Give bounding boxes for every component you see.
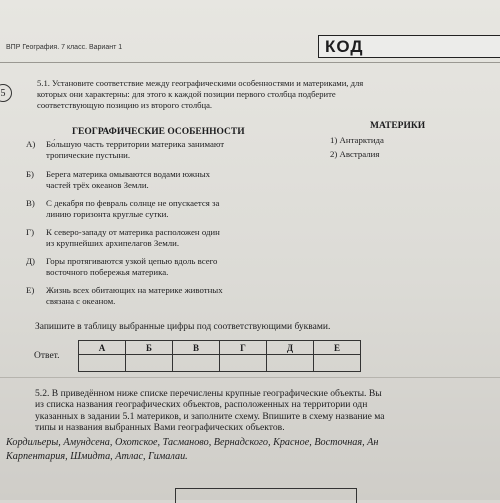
statement-line: 5.1. Установите соответствие между географическими особенностями и материками, для xyxy=(37,78,364,88)
answer-column-header: Б xyxy=(126,341,173,355)
feature-letter: Б) xyxy=(26,169,34,179)
answer-column-header: Г xyxy=(220,341,267,355)
answer-column-header: Д xyxy=(267,341,314,355)
feature-text: К северо-западу от материка расположен один xyxy=(46,227,220,237)
answer-cell[interactable] xyxy=(220,355,267,372)
statement-line: из списка названия географических объектов, расположенных на территории одн xyxy=(35,399,368,411)
statement-line: 5.2. В приведённом ниже списке перечислены крупные географические объекты. Вы xyxy=(35,388,382,399)
objects-line: Кордильеры, Амундсена, Охотское, Тасманово, Вернадского, Красное, Восточная, Ан xyxy=(6,437,379,448)
feature-letter: Г) xyxy=(26,227,35,237)
task-5-1-statement xyxy=(37,78,500,111)
feature-text: связана с океаном. xyxy=(46,295,116,306)
feature-text: Берега материка омываются водами южных xyxy=(46,169,211,179)
feature-letter: Е) xyxy=(26,285,35,295)
statement-line: соответствующую позицию из второго столбца. xyxy=(37,100,213,110)
feature-text: Горы протягиваются узкой цепью вдоль всего xyxy=(46,256,218,266)
answer-instruction: Запишите в таблицу выбранные цифры под соответствующими буквами. xyxy=(35,322,331,332)
answer-cell[interactable] xyxy=(126,355,173,372)
answer-cell[interactable] xyxy=(267,355,314,372)
statement-line: которых они характерны: для этого к каждой позиции первого столбца подберите xyxy=(37,89,336,99)
continents-heading: МАТЕРИКИ xyxy=(370,121,426,131)
feature-text: частей трёх океанов Земли. xyxy=(46,179,149,190)
code-box[interactable] xyxy=(318,35,500,58)
code-label: КОД xyxy=(325,37,364,56)
answer-label: Ответ. xyxy=(34,351,60,361)
answer-cell[interactable] xyxy=(173,355,220,372)
features-heading: ГЕОГРАФИЧЕСКИЕ ОСОБЕННОСТИ xyxy=(72,127,245,137)
scheme-box[interactable] xyxy=(175,488,357,503)
page-header: ВПР География. 7 класс. Вариант 1 xyxy=(6,44,123,51)
task-5-2-statement xyxy=(35,388,500,433)
objects-line: Карпентария, Шмидта, Атлас, Гималаи. xyxy=(6,450,188,462)
task-number-badge: 5 xyxy=(0,84,12,102)
continent-option-2: 2) Австралия xyxy=(330,149,380,159)
answer-column-header: Е xyxy=(314,341,361,355)
header-divider xyxy=(0,62,500,63)
geographic-objects-list xyxy=(6,436,500,463)
answer-cell[interactable] xyxy=(314,355,361,372)
continent-option-1: 1) Антарктида xyxy=(330,135,384,145)
statement-line: типы и названия выбранных Вами географических объектов. xyxy=(35,421,285,433)
feature-text: восточного побережья материка. xyxy=(46,266,169,277)
feature-text: тропические пустыни. xyxy=(46,149,131,160)
feature-text: линию горизонта круглые сутки. xyxy=(46,208,169,219)
answer-cell[interactable] xyxy=(79,355,126,372)
answer-column-header: А xyxy=(79,341,126,355)
feature-text: Бо́льшую часть территории материка занимают xyxy=(46,139,225,149)
feature-text: С декабря по февраль солнце не опускается за xyxy=(46,198,220,208)
feature-text: из крупнейших архипелагов Земли. xyxy=(46,237,180,248)
answer-column-header: В xyxy=(173,341,220,355)
statement-line: указанных в задании 5.1 материков, и заполните схему. Впишите в схему название ма xyxy=(35,410,385,422)
feature-letter: Д) xyxy=(26,256,35,266)
task-divider xyxy=(0,377,500,378)
feature-letter: А) xyxy=(26,139,36,149)
feature-letter: В) xyxy=(26,198,35,208)
feature-text: Жизнь всех обитающих на материке животных xyxy=(46,285,223,295)
answer-table xyxy=(78,340,361,372)
